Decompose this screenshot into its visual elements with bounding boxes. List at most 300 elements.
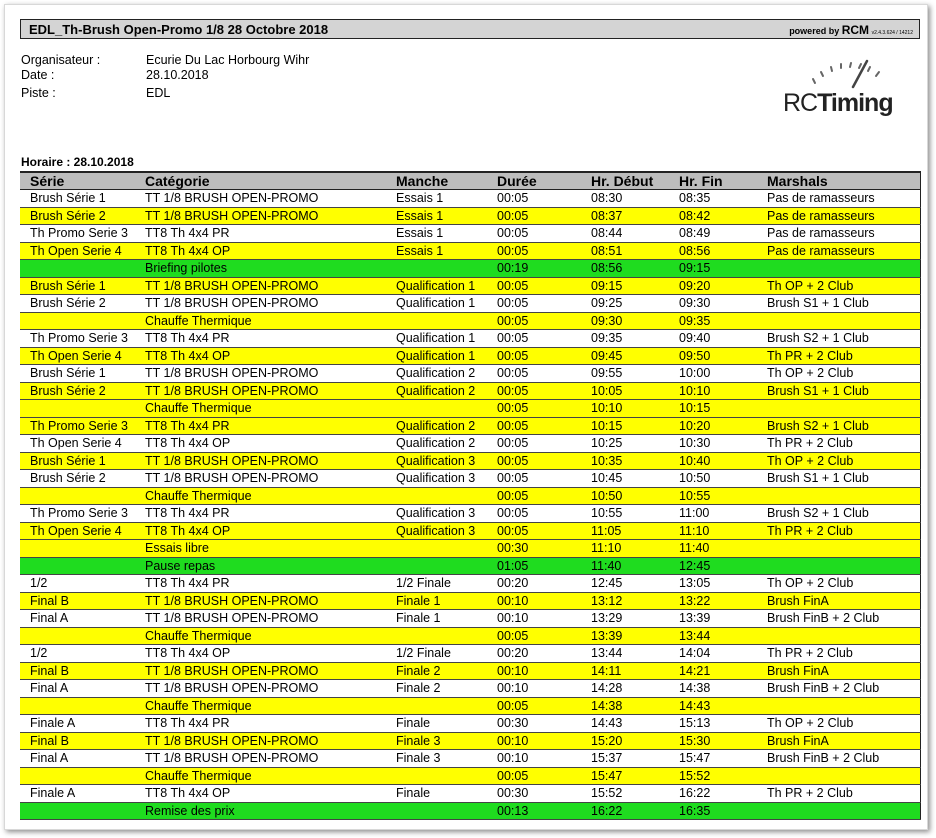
date-value: 28.10.2018 <box>146 68 209 82</box>
cell-manche <box>386 697 487 715</box>
cell-hr-debut: 10:05 <box>581 382 669 400</box>
cell-manche: Qualification 3 <box>386 505 487 523</box>
cell-hr-fin: 10:20 <box>669 417 757 435</box>
cell-serie: Brush Série 1 <box>20 190 135 208</box>
cell-duree: 00:10 <box>487 610 581 628</box>
cell-duree: 00:05 <box>487 347 581 365</box>
report-title: EDL_Th-Brush Open-Promo 1/8 28 Octobre 2018 <box>29 22 329 37</box>
cell-categorie: TT8 Th 4x4 OP <box>135 435 386 453</box>
cell-categorie: Chauffe Thermique <box>135 312 386 330</box>
cell-categorie: Chauffe Thermique <box>135 627 386 645</box>
cell-manche: Qualification 1 <box>386 277 487 295</box>
cell-manche: Finale <box>386 785 487 803</box>
cell-categorie: TT 1/8 BRUSH OPEN-PROMO <box>135 470 386 488</box>
cell-hr-fin: 10:40 <box>669 452 757 470</box>
cell-categorie: TT 1/8 BRUSH OPEN-PROMO <box>135 207 386 225</box>
cell-hr-fin: 09:20 <box>669 277 757 295</box>
cell-marshals: Pas de ramasseurs <box>757 242 920 260</box>
cell-marshals: Brush FinA <box>757 592 920 610</box>
cell-hr-debut: 15:52 <box>581 785 669 803</box>
cell-serie: Brush Série 1 <box>20 365 135 383</box>
cell-serie: Final B <box>20 662 135 680</box>
cell-hr-debut: 12:45 <box>581 575 669 593</box>
cell-marshals: Brush FinA <box>757 662 920 680</box>
cell-serie: Brush Série 2 <box>20 207 135 225</box>
cell-hr-fin: 10:50 <box>669 470 757 488</box>
cell-hr-debut: 10:15 <box>581 417 669 435</box>
cell-manche <box>386 400 487 418</box>
cell-hr-debut: 09:45 <box>581 347 669 365</box>
table-row <box>20 557 920 575</box>
cell-marshals: Th PR + 2 Club <box>757 435 920 453</box>
cell-hr-debut: 14:38 <box>581 697 669 715</box>
table-row <box>20 330 920 348</box>
cell-serie: Th Promo Serie 3 <box>20 505 135 523</box>
cell-manche: Qualification 1 <box>386 347 487 365</box>
cell-categorie: TT8 Th 4x4 OP <box>135 242 386 260</box>
cell-duree: 00:05 <box>487 522 581 540</box>
cell-hr-fin: 15:47 <box>669 750 757 768</box>
cell-marshals: Th PR + 2 Club <box>757 522 920 540</box>
table-row <box>20 750 920 768</box>
cell-categorie: TT 1/8 BRUSH OPEN-PROMO <box>135 680 386 698</box>
cell-hr-fin: 09:50 <box>669 347 757 365</box>
cell-hr-fin: 09:15 <box>669 260 757 278</box>
cell-serie <box>20 540 135 558</box>
cell-serie <box>20 312 135 330</box>
cell-hr-fin: 15:52 <box>669 767 757 785</box>
cell-hr-fin: 10:55 <box>669 487 757 505</box>
cell-duree: 00:05 <box>487 330 581 348</box>
table-row <box>20 540 920 558</box>
cell-marshals: Th PR + 2 Club <box>757 785 920 803</box>
logo-rc: RC <box>783 89 818 117</box>
cell-serie: Brush Série 2 <box>20 470 135 488</box>
table-row <box>20 242 920 260</box>
table-row <box>20 767 920 785</box>
cell-hr-debut: 09:30 <box>581 312 669 330</box>
cell-marshals <box>757 540 920 558</box>
cell-categorie: TT8 Th 4x4 PR <box>135 505 386 523</box>
cell-hr-fin: 08:42 <box>669 207 757 225</box>
cell-hr-fin: 11:10 <box>669 522 757 540</box>
cell-hr-fin: 09:30 <box>669 295 757 313</box>
table-row <box>20 505 920 523</box>
title-bar <box>20 19 920 39</box>
cell-manche: 1/2 Finale <box>386 645 487 663</box>
cell-categorie: Essais libre <box>135 540 386 558</box>
cell-hr-debut: 08:56 <box>581 260 669 278</box>
cell-serie: Th Promo Serie 3 <box>20 330 135 348</box>
cell-hr-debut: 08:51 <box>581 242 669 260</box>
cell-manche: 1/2 Finale <box>386 575 487 593</box>
cell-hr-debut: 10:25 <box>581 435 669 453</box>
table-row <box>20 785 920 803</box>
table-row <box>20 207 920 225</box>
cell-categorie: TT8 Th 4x4 PR <box>135 715 386 733</box>
cell-duree: 00:05 <box>487 190 581 208</box>
cell-serie <box>20 802 135 820</box>
cell-marshals: Brush S1 + 1 Club <box>757 382 920 400</box>
cell-hr-debut: 10:45 <box>581 470 669 488</box>
table-row <box>20 452 920 470</box>
cell-categorie: Remise des prix <box>135 802 386 820</box>
cell-hr-debut: 10:55 <box>581 505 669 523</box>
cell-manche <box>386 260 487 278</box>
cell-serie: Th Open Serie 4 <box>20 435 135 453</box>
cell-hr-fin: 14:21 <box>669 662 757 680</box>
cell-hr-debut: 11:10 <box>581 540 669 558</box>
cell-duree: 00:10 <box>487 750 581 768</box>
cell-hr-fin: 16:35 <box>669 802 757 820</box>
col-serie: Série <box>20 172 135 190</box>
cell-hr-fin: 09:40 <box>669 330 757 348</box>
cell-manche: Finale 1 <box>386 610 487 628</box>
cell-categorie: TT 1/8 BRUSH OPEN-PROMO <box>135 732 386 750</box>
cell-categorie: TT8 Th 4x4 OP <box>135 347 386 365</box>
cell-duree: 00:05 <box>487 400 581 418</box>
table-row <box>20 697 920 715</box>
table-row <box>20 522 920 540</box>
cell-marshals <box>757 487 920 505</box>
cell-serie: Brush Série 1 <box>20 277 135 295</box>
cell-duree: 00:05 <box>487 295 581 313</box>
cell-hr-fin: 14:38 <box>669 680 757 698</box>
cell-duree: 01:05 <box>487 557 581 575</box>
table-row <box>20 347 920 365</box>
cell-duree: 00:19 <box>487 260 581 278</box>
cell-categorie: Pause repas <box>135 557 386 575</box>
cell-hr-fin: 12:45 <box>669 557 757 575</box>
cell-duree: 00:05 <box>487 767 581 785</box>
cell-marshals: Brush S2 + 1 Club <box>757 417 920 435</box>
cell-hr-debut: 11:40 <box>581 557 669 575</box>
cell-hr-fin: 08:56 <box>669 242 757 260</box>
cell-marshals <box>757 802 920 820</box>
cell-manche: Essais 1 <box>386 190 487 208</box>
col-duree: Durée <box>487 172 581 190</box>
cell-serie <box>20 627 135 645</box>
cell-serie: Final B <box>20 592 135 610</box>
cell-categorie: TT8 Th 4x4 OP <box>135 522 386 540</box>
cell-categorie: TT 1/8 BRUSH OPEN-PROMO <box>135 610 386 628</box>
cell-duree: 00:05 <box>487 505 581 523</box>
date-label: Date : <box>21 68 55 82</box>
cell-serie <box>20 767 135 785</box>
cell-categorie: TT 1/8 BRUSH OPEN-PROMO <box>135 452 386 470</box>
cell-marshals <box>757 557 920 575</box>
cell-serie <box>20 400 135 418</box>
cell-hr-debut: 15:20 <box>581 732 669 750</box>
cell-serie: Th Promo Serie 3 <box>20 417 135 435</box>
cell-duree: 00:05 <box>487 382 581 400</box>
cell-manche: Finale 2 <box>386 662 487 680</box>
cell-hr-debut: 11:05 <box>581 522 669 540</box>
cell-hr-fin: 14:43 <box>669 697 757 715</box>
cell-serie: Finale A <box>20 715 135 733</box>
table-row <box>20 592 920 610</box>
cell-duree: 00:10 <box>487 732 581 750</box>
cell-serie: Final A <box>20 610 135 628</box>
cell-manche: Finale 2 <box>386 680 487 698</box>
cell-marshals <box>757 767 920 785</box>
cell-manche <box>386 767 487 785</box>
cell-duree: 00:05 <box>487 470 581 488</box>
cell-manche <box>386 312 487 330</box>
table-row <box>20 435 920 453</box>
powered-by <box>789 23 913 37</box>
cell-duree: 00:05 <box>487 242 581 260</box>
cell-serie: 1/2 <box>20 645 135 663</box>
cell-hr-fin: 08:49 <box>669 225 757 243</box>
cell-categorie: TT8 Th 4x4 PR <box>135 330 386 348</box>
cell-manche <box>386 802 487 820</box>
cell-manche <box>386 557 487 575</box>
cell-hr-fin: 13:05 <box>669 575 757 593</box>
table-row <box>20 627 920 645</box>
cell-duree: 00:10 <box>487 680 581 698</box>
cell-categorie: Chauffe Thermique <box>135 400 386 418</box>
table-row <box>20 802 920 820</box>
cell-categorie: TT8 Th 4x4 OP <box>135 645 386 663</box>
organisateur-value: Ecurie Du Lac Horbourg Wihr <box>146 53 310 67</box>
table-row <box>20 295 920 313</box>
cell-marshals: Brush FinB + 2 Club <box>757 750 920 768</box>
cell-serie: Th Open Serie 4 <box>20 347 135 365</box>
cell-hr-fin: 13:39 <box>669 610 757 628</box>
logo-timing: Timing <box>817 89 893 117</box>
cell-categorie: Briefing pilotes <box>135 260 386 278</box>
cell-categorie: Chauffe Thermique <box>135 487 386 505</box>
cell-hr-debut: 10:35 <box>581 452 669 470</box>
cell-serie: Brush Série 2 <box>20 382 135 400</box>
cell-duree: 00:05 <box>487 365 581 383</box>
cell-categorie: TT8 Th 4x4 OP <box>135 785 386 803</box>
cell-manche: Qualification 3 <box>386 452 487 470</box>
table-row <box>20 225 920 243</box>
brand-name: RCM <box>841 23 870 37</box>
cell-marshals: Th PR + 2 Club <box>757 347 920 365</box>
cell-marshals: Brush S1 + 1 Club <box>757 470 920 488</box>
cell-manche: Essais 1 <box>386 225 487 243</box>
table-row <box>20 260 920 278</box>
cell-manche: Qualification 2 <box>386 365 487 383</box>
cell-manche: Qualification 1 <box>386 330 487 348</box>
cell-duree: 00:20 <box>487 645 581 663</box>
table-row <box>20 680 920 698</box>
cell-hr-fin: 15:30 <box>669 732 757 750</box>
cell-categorie: TT 1/8 BRUSH OPEN-PROMO <box>135 662 386 680</box>
cell-hr-fin: 08:35 <box>669 190 757 208</box>
cell-marshals: Pas de ramasseurs <box>757 225 920 243</box>
cell-manche <box>386 627 487 645</box>
cell-manche: Qualification 2 <box>386 435 487 453</box>
cell-hr-debut: 13:44 <box>581 645 669 663</box>
cell-manche: Finale 3 <box>386 732 487 750</box>
cell-hr-debut: 10:50 <box>581 487 669 505</box>
cell-manche: Qualification 1 <box>386 295 487 313</box>
cell-hr-fin: 11:40 <box>669 540 757 558</box>
cell-hr-debut: 13:39 <box>581 627 669 645</box>
cell-serie: 1/2 <box>20 575 135 593</box>
cell-hr-debut: 09:55 <box>581 365 669 383</box>
cell-serie: Final B <box>20 732 135 750</box>
cell-hr-debut: 09:35 <box>581 330 669 348</box>
table-row <box>20 365 920 383</box>
cell-marshals: Brush S2 + 1 Club <box>757 330 920 348</box>
cell-manche <box>386 487 487 505</box>
version-text: v2.4.3.624 / 14212 <box>871 30 913 36</box>
cell-categorie: TT8 Th 4x4 PR <box>135 417 386 435</box>
cell-categorie: TT8 Th 4x4 PR <box>135 225 386 243</box>
cell-duree: 00:05 <box>487 697 581 715</box>
cell-duree: 00:10 <box>487 592 581 610</box>
cell-duree: 00:30 <box>487 715 581 733</box>
cell-manche: Qualification 3 <box>386 522 487 540</box>
cell-marshals <box>757 627 920 645</box>
cell-categorie: TT 1/8 BRUSH OPEN-PROMO <box>135 365 386 383</box>
table-row <box>20 312 920 330</box>
powered-by-text: powered by <box>789 26 840 36</box>
cell-manche: Finale 3 <box>386 750 487 768</box>
table-row <box>20 575 920 593</box>
cell-serie: Final A <box>20 680 135 698</box>
table-row <box>20 610 920 628</box>
cell-hr-debut: 09:15 <box>581 277 669 295</box>
cell-marshals: Th OP + 2 Club <box>757 277 920 295</box>
table-row <box>20 662 920 680</box>
report-page <box>4 4 928 830</box>
cell-manche: Qualification 2 <box>386 382 487 400</box>
table-row <box>20 382 920 400</box>
cell-hr-fin: 15:13 <box>669 715 757 733</box>
table-row <box>20 470 920 488</box>
cell-duree: 00:05 <box>487 312 581 330</box>
cell-marshals <box>757 260 920 278</box>
col-marshals: Marshals <box>757 172 920 190</box>
piste-value: EDL <box>146 86 171 100</box>
cell-hr-debut: 15:47 <box>581 767 669 785</box>
table-row <box>20 190 920 208</box>
cell-duree: 00:05 <box>487 487 581 505</box>
cell-manche: Finale 1 <box>386 592 487 610</box>
col-categorie: Catégorie <box>135 172 386 190</box>
cell-hr-fin: 16:22 <box>669 785 757 803</box>
piste-label: Piste : <box>21 86 56 100</box>
cell-hr-debut: 09:25 <box>581 295 669 313</box>
cell-manche <box>386 540 487 558</box>
cell-serie: Th Open Serie 4 <box>20 242 135 260</box>
cell-hr-debut: 13:12 <box>581 592 669 610</box>
cell-hr-fin: 11:00 <box>669 505 757 523</box>
cell-duree: 00:05 <box>487 435 581 453</box>
cell-categorie: TT 1/8 BRUSH OPEN-PROMO <box>135 295 386 313</box>
cell-marshals: Brush FinA <box>757 732 920 750</box>
cell-categorie: TT 1/8 BRUSH OPEN-PROMO <box>135 277 386 295</box>
cell-marshals: Th OP + 2 Club <box>757 575 920 593</box>
cell-hr-debut: 14:43 <box>581 715 669 733</box>
table-row <box>20 487 920 505</box>
cell-marshals: Brush FinB + 2 Club <box>757 680 920 698</box>
cell-categorie: Chauffe Thermique <box>135 697 386 715</box>
cell-serie <box>20 697 135 715</box>
cell-hr-debut: 08:30 <box>581 190 669 208</box>
cell-hr-debut: 14:28 <box>581 680 669 698</box>
cell-hr-fin: 10:00 <box>669 365 757 383</box>
cell-hr-debut: 10:10 <box>581 400 669 418</box>
cell-hr-fin: 10:15 <box>669 400 757 418</box>
cell-duree: 00:05 <box>487 207 581 225</box>
cell-hr-fin: 10:10 <box>669 382 757 400</box>
cell-manche: Essais 1 <box>386 242 487 260</box>
cell-categorie: TT8 Th 4x4 PR <box>135 575 386 593</box>
cell-categorie: TT 1/8 BRUSH OPEN-PROMO <box>135 750 386 768</box>
cell-manche: Qualification 3 <box>386 470 487 488</box>
cell-marshals: Brush S1 + 1 Club <box>757 295 920 313</box>
cell-manche: Qualification 2 <box>386 417 487 435</box>
cell-manche: Essais 1 <box>386 207 487 225</box>
cell-hr-debut: 08:44 <box>581 225 669 243</box>
cell-hr-fin: 14:04 <box>669 645 757 663</box>
cell-marshals: Brush FinB + 2 Club <box>757 610 920 628</box>
cell-serie: Brush Série 1 <box>20 452 135 470</box>
cell-duree: 00:20 <box>487 575 581 593</box>
cell-hr-debut: 14:11 <box>581 662 669 680</box>
cell-marshals: Th OP + 2 Club <box>757 452 920 470</box>
cell-hr-fin: 13:22 <box>669 592 757 610</box>
cell-hr-fin: 10:30 <box>669 435 757 453</box>
table-row <box>20 277 920 295</box>
cell-marshals: Th OP + 2 Club <box>757 365 920 383</box>
table-row <box>20 715 920 733</box>
cell-marshals: Brush S2 + 1 Club <box>757 505 920 523</box>
cell-serie: Final A <box>20 750 135 768</box>
table-row <box>20 400 920 418</box>
cell-marshals: Th PR + 2 Club <box>757 645 920 663</box>
cell-duree: 00:05 <box>487 277 581 295</box>
cell-duree: 00:05 <box>487 225 581 243</box>
cell-hr-fin: 09:35 <box>669 312 757 330</box>
cell-marshals: Pas de ramasseurs <box>757 207 920 225</box>
col-hr-debut: Hr. Début <box>581 172 669 190</box>
cell-marshals: Th OP + 2 Club <box>757 715 920 733</box>
cell-manche: Finale <box>386 715 487 733</box>
col-manche: Manche <box>386 172 487 190</box>
cell-serie: Th Promo Serie 3 <box>20 225 135 243</box>
cell-serie: Th Open Serie 4 <box>20 522 135 540</box>
schedule-table <box>20 171 921 820</box>
cell-hr-debut: 16:22 <box>581 802 669 820</box>
cell-marshals <box>757 400 920 418</box>
cell-duree: 00:30 <box>487 785 581 803</box>
cell-hr-debut: 08:37 <box>581 207 669 225</box>
col-hr-fin: Hr. Fin <box>669 172 757 190</box>
rc-timing-logo <box>783 89 893 118</box>
cell-serie <box>20 557 135 575</box>
schedule-body <box>20 190 920 820</box>
cell-duree: 00:13 <box>487 802 581 820</box>
cell-marshals <box>757 697 920 715</box>
cell-hr-debut: 15:37 <box>581 750 669 768</box>
table-header-row <box>20 172 920 190</box>
cell-serie <box>20 260 135 278</box>
cell-categorie: TT 1/8 BRUSH OPEN-PROMO <box>135 190 386 208</box>
cell-duree: 00:05 <box>487 417 581 435</box>
cell-duree: 00:05 <box>487 452 581 470</box>
cell-categorie: TT 1/8 BRUSH OPEN-PROMO <box>135 592 386 610</box>
cell-categorie: Chauffe Thermique <box>135 767 386 785</box>
table-row <box>20 645 920 663</box>
